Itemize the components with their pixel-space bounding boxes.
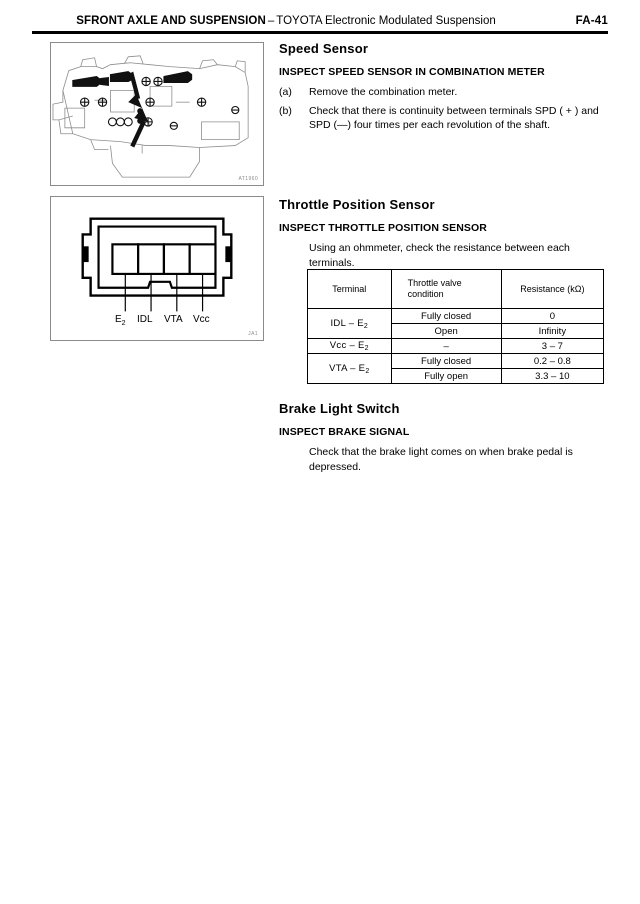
step-label: (b) <box>279 104 292 117</box>
table-header-condition: Throttle valve condition <box>391 270 501 309</box>
combination-meter-location-illustration <box>50 42 264 186</box>
table-cell-resistance: 3.3 – 10 <box>501 369 603 384</box>
brake-light-switch-section <box>279 401 605 474</box>
header-title-separator: – <box>267 15 275 27</box>
connector-pin-label-vcc: Vcc <box>193 314 210 325</box>
speed-sensor-title: Speed Sensor <box>279 41 369 56</box>
table-row <box>308 309 604 324</box>
terminal-subscript: 2 <box>365 367 370 375</box>
table-cell-condition: Open <box>391 324 501 339</box>
table-header-row <box>308 270 604 309</box>
step-label: (a) <box>279 86 292 98</box>
throttle-sensor-title: Throttle Position Sensor <box>279 197 435 212</box>
speed-sensor-step <box>279 104 605 133</box>
page-number: FA-41 <box>575 15 608 27</box>
table-cell-resistance: 0.2 – 0.8 <box>501 354 603 369</box>
header-title-section: SFRONT AXLE AND SUSPENSION <box>76 15 266 27</box>
terminal-name: IDL – E <box>330 317 364 329</box>
table-row <box>308 339 604 354</box>
table-cell-terminal <box>308 339 392 354</box>
terminal-name: Vcc – E <box>329 340 365 351</box>
header-title-subject: TOYOTA Electronic Modulated Suspension <box>276 15 496 27</box>
throttle-position-sensor-connector-illustration <box>50 196 264 341</box>
figure-code-connector: JA1 <box>248 331 258 337</box>
table-cell-condition: Fully open <box>391 369 501 384</box>
connector-pin-label-e2: $E_2$ <box>115 314 126 327</box>
step-text: Remove the combination meter. <box>309 86 458 98</box>
throttle-resistance-table <box>307 269 604 384</box>
table-cell-condition: Fully closed <box>391 309 501 324</box>
table-cell-terminal <box>308 309 392 339</box>
step-text: Check that there is continuity between terminals SPD ( + ) and SPD (—) four times per each revolution of the shaft. <box>309 104 599 131</box>
connector-pin-labels <box>51 314 265 330</box>
brake-switch-instruction: Check that the brake light comes on when brake pedal is depressed. <box>309 446 573 473</box>
brake-switch-title: Brake Light Switch <box>279 401 400 416</box>
throttle-sensor-instruction: Using an ohmmeter, check the resistance between each terminals. <box>309 242 570 269</box>
header-title <box>32 12 540 30</box>
speed-sensor-section <box>279 41 605 133</box>
speed-sensor-subtitle: INSPECT SPEED SENSOR IN COMBINATION METER <box>279 66 545 78</box>
throttle-sensor-subtitle: INSPECT THROTTLE POSITION SENSOR <box>279 222 487 234</box>
figure-code-dashboard: AT1960 <box>238 176 258 182</box>
table-header-resistance: Resistance (kΩ) <box>501 270 603 309</box>
terminal-subscript: 2 <box>364 345 369 352</box>
terminal-name: VTA – E <box>329 362 366 374</box>
table-cell-resistance: 3 – 7 <box>501 339 603 354</box>
throttle-position-sensor-section <box>279 197 605 270</box>
table-cell-resistance: Infinity <box>501 324 603 339</box>
table-cell-condition: Fully closed <box>391 354 501 369</box>
terminal-subscript: 2 <box>363 322 369 330</box>
table-cell-resistance: 0 <box>501 309 603 324</box>
connector-pin-label-vta: VTA <box>164 314 183 325</box>
connector-pin-label-idl: IDL <box>137 314 153 325</box>
table-cell-condition: – <box>391 339 501 354</box>
dashboard-diagram-svg <box>51 43 263 185</box>
header-divider-rule <box>32 31 608 34</box>
brake-switch-subtitle: INSPECT BRAKE SIGNAL <box>279 426 410 438</box>
table-header-terminal: Terminal <box>308 270 392 309</box>
table-cell-terminal <box>308 354 392 384</box>
table-row <box>308 354 604 369</box>
speed-sensor-step <box>279 85 605 100</box>
